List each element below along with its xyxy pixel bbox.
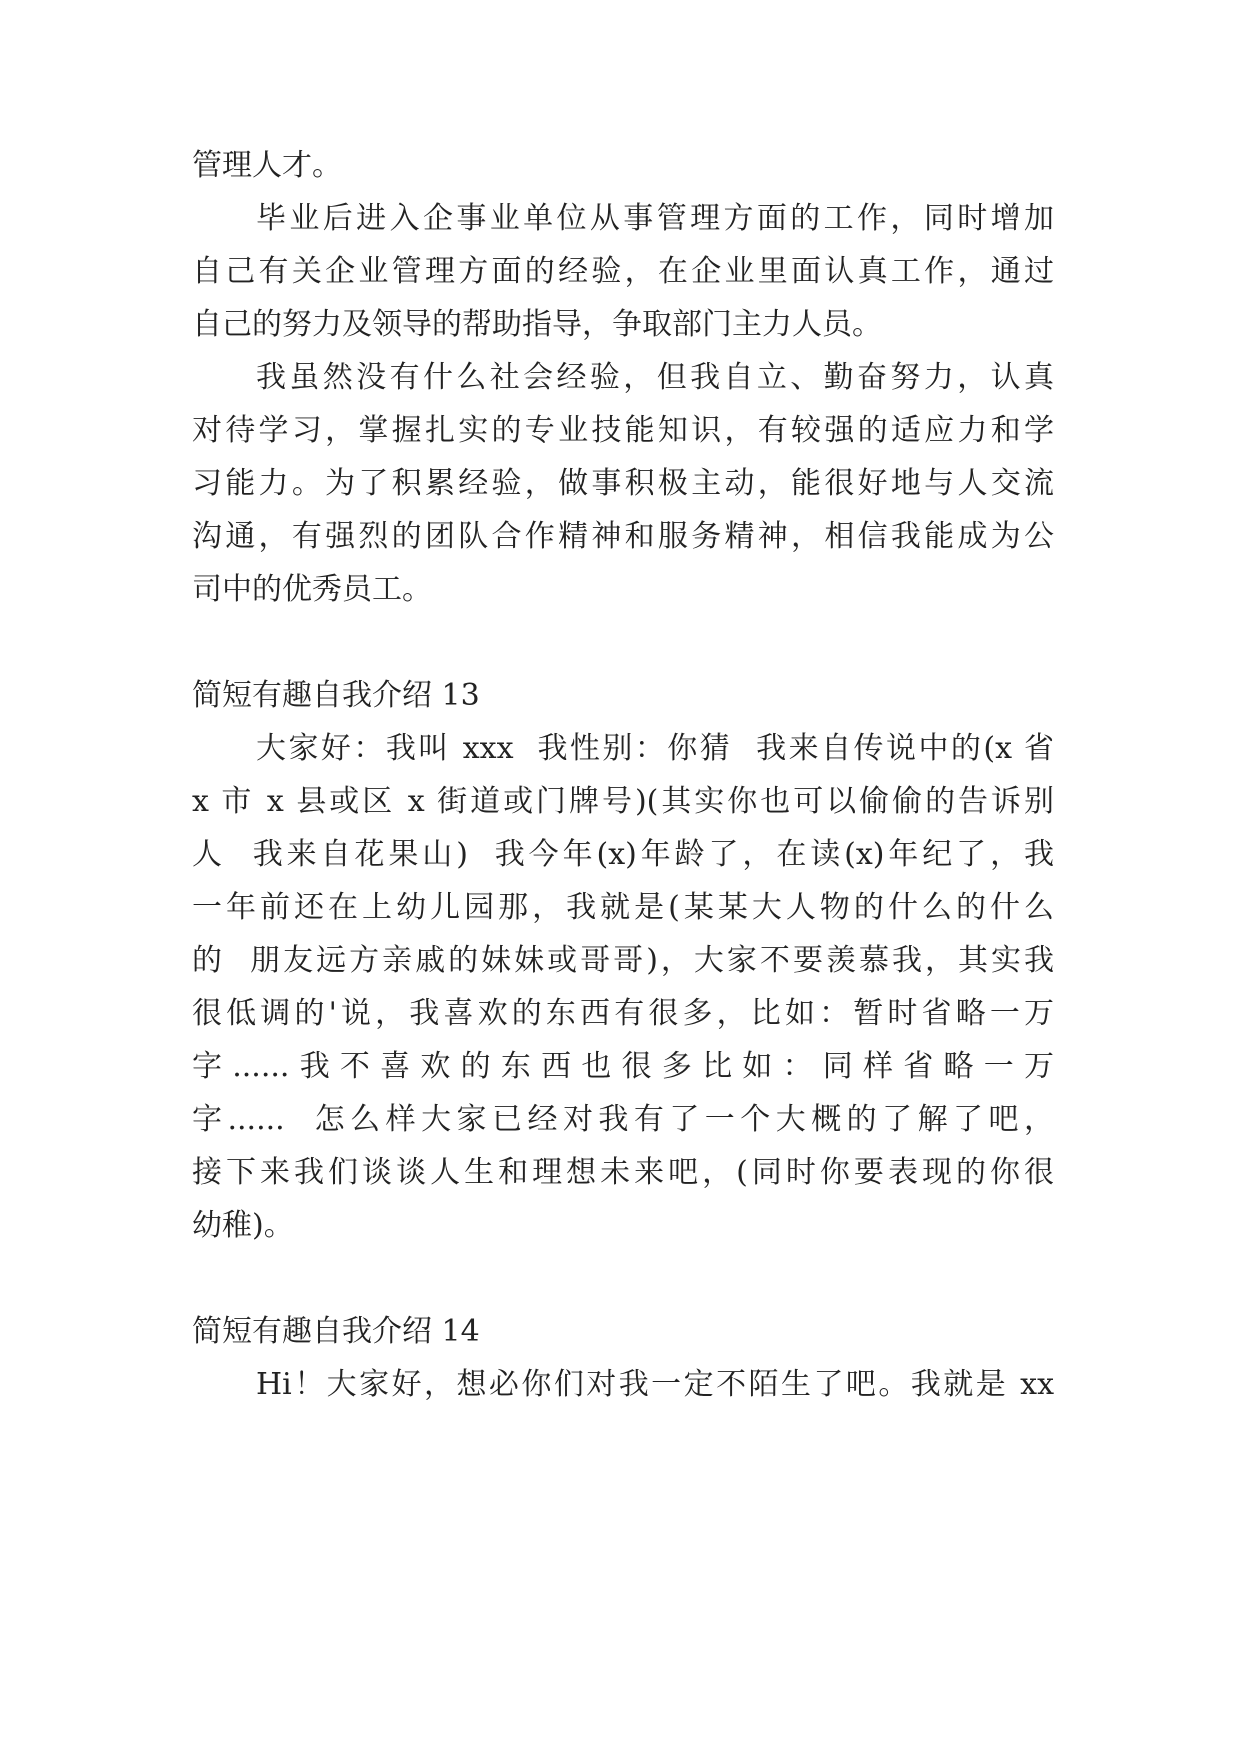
paragraph-line: 我虽然没有什么社会经验，但我自立、勤奋努力，认真: [256, 360, 1054, 395]
paragraph-line: 沟通，有强烈的团队合作精神和服务精神，相信我能成为公: [192, 519, 1054, 554]
paragraph-line: 很低调的'说，我喜欢的东西有很多，比如：暂时省略一万: [192, 996, 1054, 1031]
section-heading: 简短有趣自我介绍 14: [192, 1314, 480, 1349]
paragraph-line: 字...... 怎么样大家已经对我有了一个大概的了解了吧，: [192, 1102, 1054, 1137]
paragraph-line: x 市 x 县或区 x 街道或门牌号)(其实你也可以偷偷的告诉别: [192, 784, 1054, 819]
paragraph-line: 字......我不喜欢的东西也很多比如：同样省略一万: [192, 1049, 1054, 1084]
paragraph-line: 自己的努力及领导的帮助指导，争取部门主力人员。: [192, 307, 882, 342]
paragraph-line: 对待学习，掌握扎实的专业技能知识，有较强的适应力和学: [192, 413, 1054, 448]
section-heading: 简短有趣自我介绍 13: [192, 678, 480, 713]
paragraph-line: 自己有关企业管理方面的经验，在企业里面认真工作，通过: [192, 254, 1054, 289]
paragraph-line: 大家好：我叫 xxx 我性别：你猜 我来自传说中的(x 省: [256, 731, 1054, 766]
paragraph-line: 幼稚)。: [192, 1208, 294, 1243]
paragraph-line: 司中的优秀员工。: [192, 572, 432, 607]
paragraph-line: 习能力。为了积累经验，做事积极主动，能很好地与人交流: [192, 466, 1054, 501]
paragraph-line: 的 朋友远方亲戚的妹妹或哥哥)，大家不要羡慕我，其实我: [192, 943, 1054, 978]
paragraph-line: 人 我来自花果山) 我今年(x)年龄了，在读(x)年纪了，我: [192, 837, 1054, 872]
paragraph-line: 接下来我们谈谈人生和理想未来吧，(同时你要表现的你很: [192, 1155, 1054, 1190]
paragraph-line: Hi！大家好，想必你们对我一定不陌生了吧。我就是 xx: [256, 1367, 1054, 1402]
paragraph-line: 毕业后进入企事业单位从事管理方面的工作，同时增加: [256, 201, 1054, 236]
paragraph-line: 一年前还在上幼儿园那，我就是(某某大人物的什么的什么: [192, 890, 1054, 925]
paragraph-line: 管理人才。: [192, 148, 342, 183]
